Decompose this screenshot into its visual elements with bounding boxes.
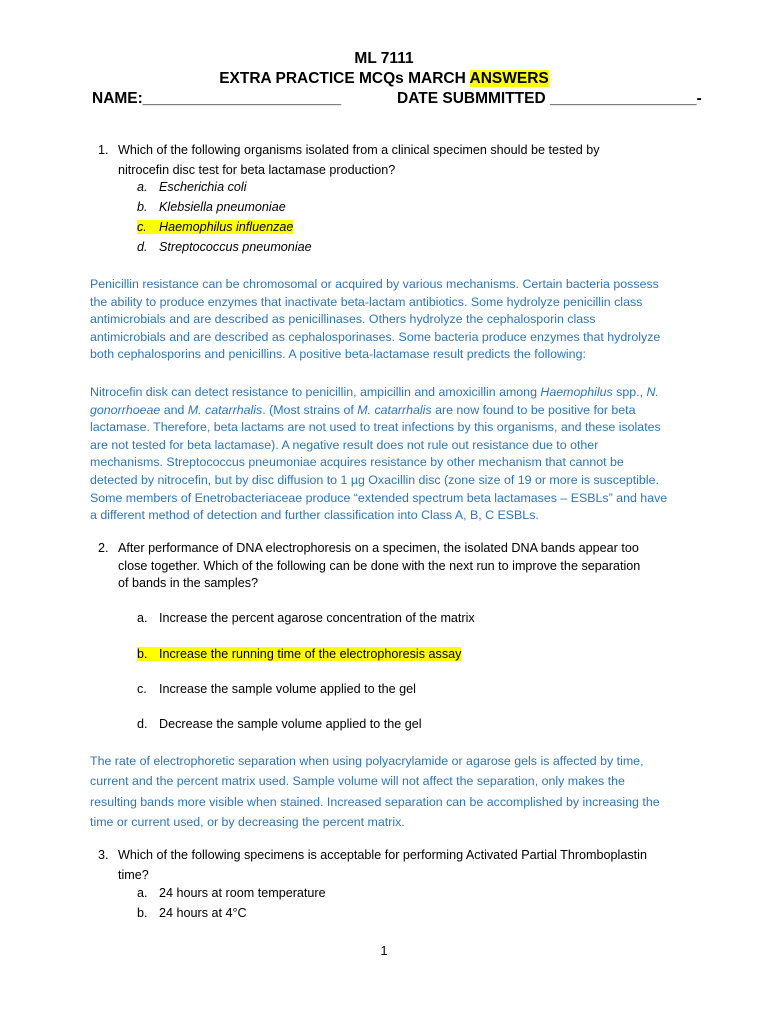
explanation-line: mechanisms. Streptococcus pneumoniae acquires resistance by other mechanism that cannot be <box>90 455 624 470</box>
explanation-line: antimicrobials and are described as penicillinases. Others hydrolyze the cephalosporin class <box>90 312 596 327</box>
option-label: a. <box>137 886 148 900</box>
explanation-line: Some members of Enetrobacteriaceae produce “extended spectrum beta lactamases – ESBLs” and have <box>90 490 668 505</box>
explanation-line: The rate of electrophoretic separation when using polyacrylamide or agarose gels is affected by time, <box>90 754 644 768</box>
option-text: 24 hours at 4°C <box>159 906 247 920</box>
text-run: and <box>160 402 188 417</box>
question-text-line: Which of the following specimens is acceptable for performing Activated Partial Thromboplastin <box>118 848 647 862</box>
explanation-line: lactamase. Therefore, beta lactams are not used to treat infections by this organisms, and these isolates <box>90 420 661 435</box>
question-3 <box>98 845 658 885</box>
question-number: 2. <box>98 541 109 555</box>
option-label: b. <box>137 200 148 214</box>
text-run: gonorrhoeae <box>90 402 161 417</box>
q3-option-a <box>137 886 326 900</box>
explanation-line: resulting bands more visible when stained. Increased separation can be accomplished by increasing the <box>90 794 660 809</box>
option-label: d. <box>137 717 148 731</box>
q1-explanation-paragraph-2 <box>90 384 690 525</box>
option-text: Klebsiella pneumoniae <box>159 200 286 214</box>
date-submitted-label: DATE SUBMMITTED _________________- <box>397 90 702 107</box>
option-text: 24 hours at room temperature <box>159 886 326 900</box>
option-label: a. <box>137 180 148 194</box>
q2-option-b-correct <box>137 647 461 661</box>
text-run: M. catarrhalis <box>357 402 432 417</box>
text-run: are now found to be positive for beta <box>431 402 636 417</box>
explanation-line: current and the percent matrix used. Sample volume will not affect the separation, only makes the <box>90 774 625 789</box>
question-text-line: Which of the following organisms isolated from a clinical specimen should be tested by <box>118 143 600 157</box>
q3-option-b <box>137 906 247 920</box>
explanation-line: time or current used, or by decreasing the percent matrix. <box>90 815 405 830</box>
option-text: Increase the percent agarose concentration of the matrix <box>159 611 475 625</box>
text-run: Nitrocefin disk can detect resistance to penicillin, ampicillin and amoxicillin among <box>90 385 541 399</box>
explanation-line <box>90 384 690 402</box>
q1-option-a <box>137 180 247 194</box>
title-answers-highlight: ANSWERS <box>469 70 549 87</box>
text-run: M. catarrhalis <box>187 402 263 417</box>
q1-option-d <box>137 240 312 254</box>
document-title <box>0 70 768 88</box>
q2-option-a <box>137 611 475 625</box>
question-number: 1. <box>98 143 109 157</box>
question-text-line: After performance of DNA electrophoresis on a specimen, the isolated DNA bands appear too <box>118 541 639 555</box>
explanation-line <box>90 402 690 420</box>
option-text: Increase the running time of the electrophoresis assay <box>159 647 462 661</box>
option-text: Decrease the sample volume applied to the gel <box>159 717 422 731</box>
option-label: c. <box>137 220 147 234</box>
title-text: EXTRA PRACTICE MCQs MARCH <box>219 70 470 87</box>
question-number: 3. <box>98 848 109 862</box>
explanation-line: the ability to produce enzymes that inactivate beta-lactam antibiotics. Some hydrolyze penicillin class <box>90 294 643 309</box>
option-label: d. <box>137 240 148 254</box>
option-label: c. <box>137 682 147 696</box>
explanation-line: a different method of detection and further classification into Class A, B, C ESBLs. <box>90 508 539 523</box>
option-text: Increase the sample volume applied to the gel <box>159 682 416 696</box>
explanation-line: antimicrobials and are described as cephalosporinases. Some bacteria produce enzymes that hydrolyze <box>90 329 661 344</box>
q2-option-d <box>137 717 422 731</box>
text-run: Haemophilus <box>540 385 613 399</box>
question-text-line: close together. Which of the following can be done with the next run to improve the separation <box>118 558 641 573</box>
option-text: Streptococcus pneumoniae <box>159 240 312 254</box>
question-text-line: time? <box>118 868 149 882</box>
text-run: . (Most strains of <box>262 402 358 417</box>
option-label: a. <box>137 611 148 625</box>
q2-explanation <box>90 751 690 833</box>
question-2 <box>98 540 658 593</box>
question-text-line: of bands in the samples? <box>118 576 259 591</box>
explanation-line: both cephalosporins and penicillins. A positive beta-lactamase result predicts the following: <box>90 347 586 362</box>
course-code: ML 7111 <box>354 50 414 67</box>
question-text-line: nitrocefin disc test for beta lactamase production? <box>118 163 396 177</box>
q1-explanation-paragraph-1 <box>90 276 690 364</box>
name-field-label: NAME:_______________________ <box>92 90 342 107</box>
option-text: Haemophilus influenzae <box>159 220 294 234</box>
text-run: N. <box>646 385 659 399</box>
page-number: 1 <box>380 944 388 958</box>
explanation-line: Penicillin resistance can be chromosomal or acquired by various mechanisms. Certain bacteria possess <box>90 277 659 291</box>
q1-option-b <box>137 200 286 214</box>
option-text: Escherichia coli <box>159 180 247 194</box>
q2-option-c <box>137 682 416 696</box>
q1-option-c-correct <box>137 220 293 234</box>
option-label: b. <box>137 647 148 661</box>
explanation-line: are not tested for beta lactamase). A negative result does not rule out resistance due to other <box>90 437 599 452</box>
option-label: b. <box>137 906 148 920</box>
question-1 <box>98 140 638 180</box>
explanation-line: detected by nitrocefin, but by disc diffusion to 1 µg Oxacillin disc (zone size of 19 or more is susceptible. <box>90 472 659 487</box>
text-run: spp., <box>612 385 647 399</box>
